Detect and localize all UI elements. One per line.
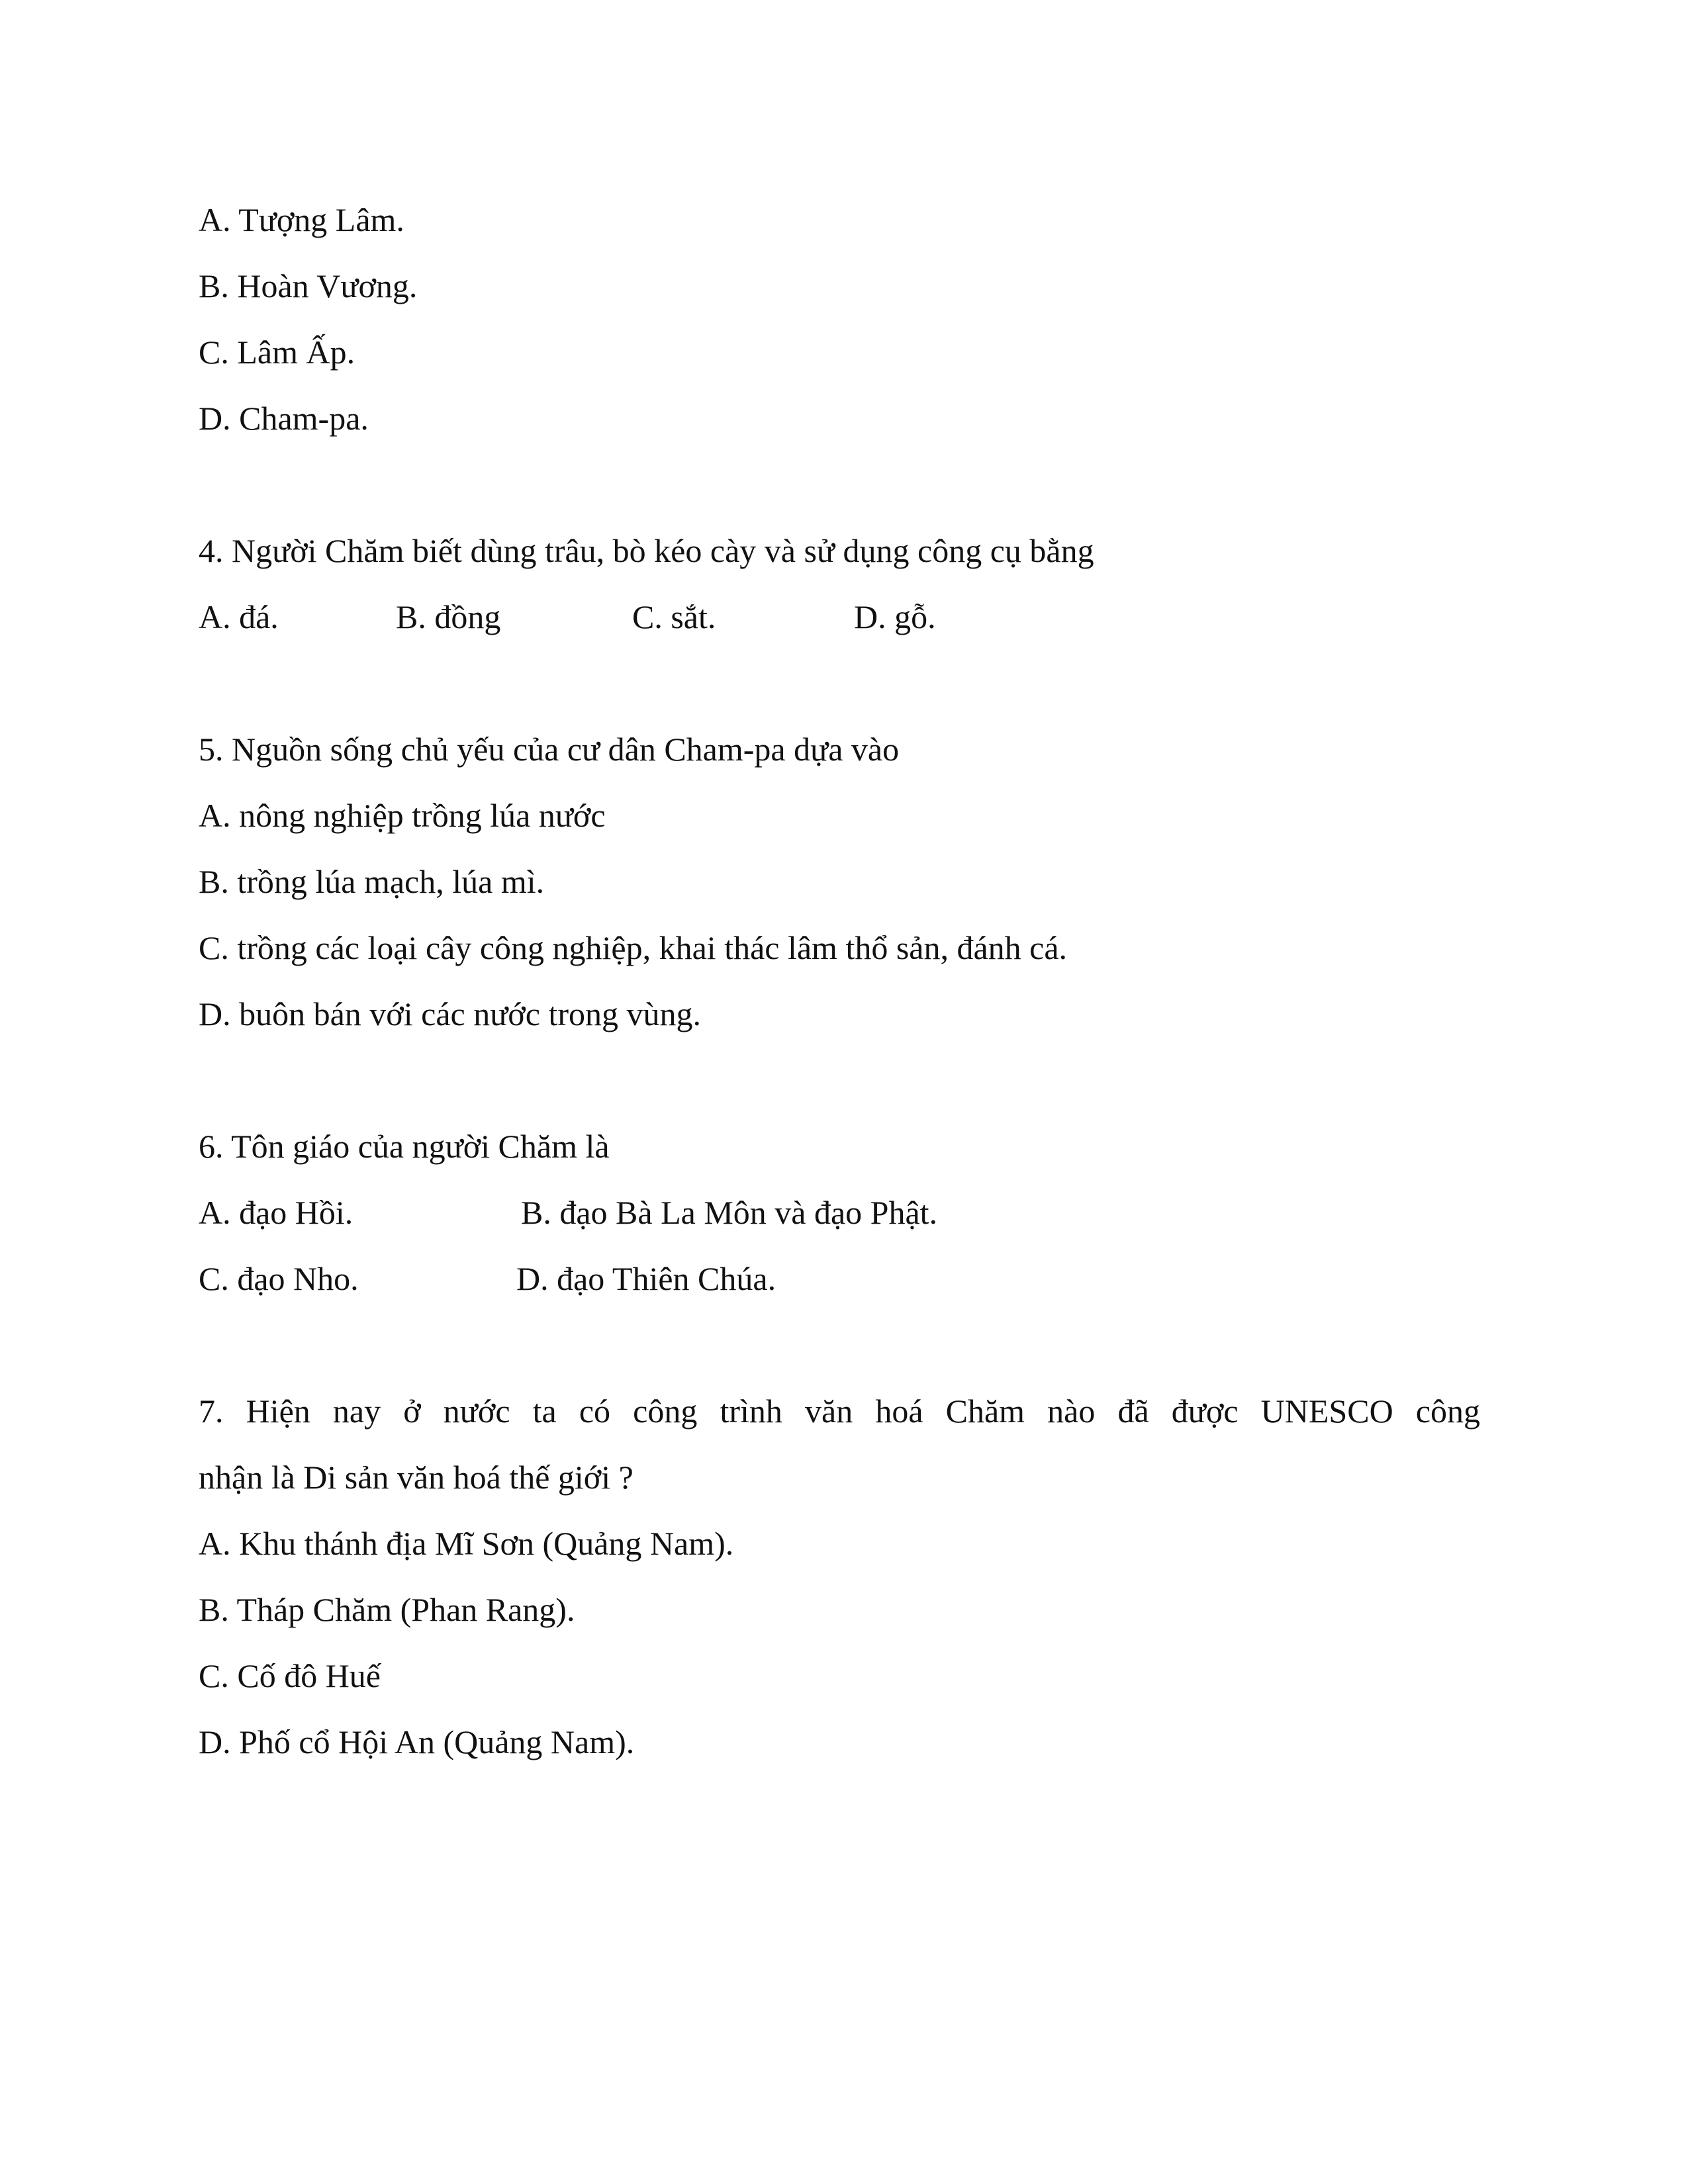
- q6-option-d: D. đạo Thiên Chúa.: [516, 1260, 776, 1297]
- q3-option-a: A. Tượng Lâm.: [199, 201, 404, 238]
- q3-option-b: B. Hoàn Vương.: [199, 267, 418, 304]
- q4-option-a: A. đá.: [199, 598, 279, 635]
- q6-option-c: C. đạo Nho.: [199, 1260, 359, 1297]
- q4-question: 4. Người Chăm biết dùng trâu, bò kéo cày và sử dụng công cụ bằng: [199, 532, 1094, 569]
- q4-option-d: D. gỗ.: [854, 598, 936, 635]
- q5-question: 5. Nguồn sống chủ yếu của cư dân Cham-pa dựa vào: [199, 731, 900, 768]
- q6-question: 6. Tôn giáo của người Chăm là: [199, 1128, 610, 1165]
- q3-option-d: D. Cham-pa.: [199, 400, 369, 437]
- q7-option-d: D. Phố cổ Hội An (Quảng Nam).: [199, 1723, 635, 1760]
- q7-option-b: B. Tháp Chăm (Phan Rang).: [199, 1591, 575, 1628]
- q5-option-a: A. nông nghiệp trồng lúa nước: [199, 797, 606, 834]
- q7-question-line-2: nhận là Di sản văn hoá thế giới ?: [199, 1459, 633, 1496]
- q6-option-a: A. đạo Hồi.: [199, 1194, 353, 1231]
- q4-option-b: B. đồng: [396, 598, 501, 635]
- q7-option-a: A. Khu thánh địa Mĩ Sơn (Quảng Nam).: [199, 1525, 734, 1562]
- q3-option-c: C. Lâm Ấp.: [199, 334, 355, 371]
- q4-option-c: C. sắt.: [632, 598, 716, 635]
- q7-option-c: C. Cố đô Huế: [199, 1657, 381, 1694]
- q5-option-d: D. buôn bán với các nước trong vùng.: [199, 995, 701, 1032]
- q6-option-b: B. đạo Bà La Môn và đạo Phật.: [521, 1194, 938, 1231]
- q5-option-b: B. trồng lúa mạch, lúa mì.: [199, 863, 545, 900]
- q7-question-line-1: 7. Hiện nay ở nước ta có công trình văn hoá Chăm nào đã được UNESCO công: [199, 1392, 1480, 1430]
- q5-option-c: C. trồng các loại cây công nghiệp, khai thác lâm thổ sản, đánh cá.: [199, 929, 1068, 966]
